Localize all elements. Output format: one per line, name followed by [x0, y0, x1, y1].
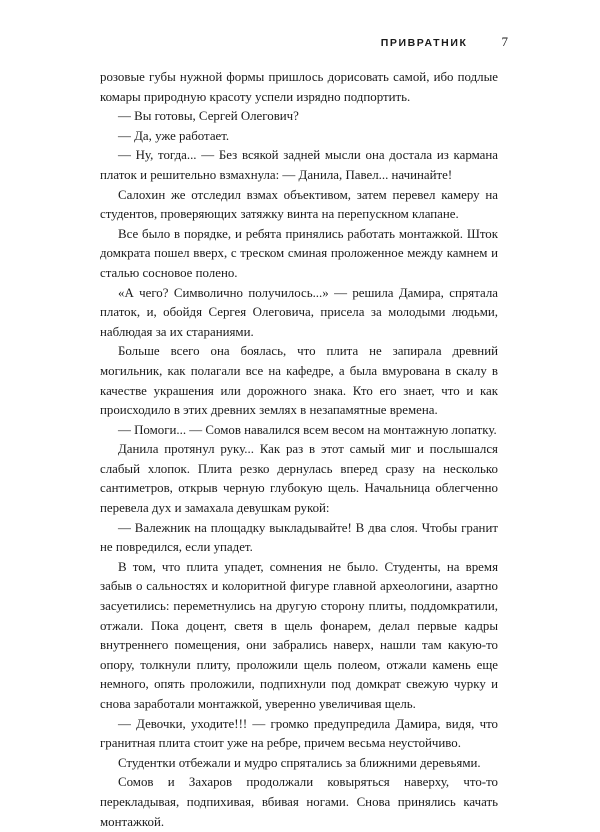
paragraph: Сомов и Захаров продолжали ковыряться наверху, что-то перекладывая, подпихивая, вбивая ногами. Снова принялись качать монтажкой.: [100, 775, 498, 829]
paragraph: Все было в порядке, и ребята принялись работать монтажкой. Шток домкрата пошел вверх, с треском сминая проложенное между камнем и сталью сосновое полено.: [100, 226, 498, 280]
paragraph: Данила протянул руку... Как раз в этот самый миг и послышался слабый хлопок. Плита резко дернулась вперед сразу на несколько сантиметров, открыв черную глубокую щель. Начальница облегченно перевела дух и замахала девушкам рукой:: [100, 442, 498, 516]
paragraph: «А чего? Символично получилось...» — решила Дамира, спрятала платок, и, обойдя Сергея Олеговича, присела за молодыми людьми, наблюдая за их стараниями.: [100, 285, 498, 339]
paragraph: Больше всего она боялась, что плита не запирала древний могильник, как полагали все на кафедре, а была вмурована в скалу в качестве украшения или дорожного знака. Кто его знает, что и как происходило в этих древних землях в незапамятные времена.: [100, 344, 498, 418]
paragraph: Салохин же отследил взмах объективом, затем перевел камеру на студентов, проверяющих затяжку винта на перепускном клапане.: [100, 187, 498, 222]
paragraph: Студентки отбежали и мудро спрятались за ближними деревьями.: [118, 755, 481, 770]
paragraph: — Валежник на площадку выкладывайте! В два слоя. Чтобы гранит не повредился, если упадет.: [100, 520, 498, 555]
paragraph: — Ну, тогда... — Без всякой задней мысли она достала из кармана платок и решительно взмахнула: — Данила, Павел... начинайте!: [100, 148, 498, 182]
paragraph: — Помоги... — Сомов навалился всем весом на монтажную лопатку.: [118, 422, 497, 437]
body-text: [100, 68, 498, 832]
paragraph: — Да, уже работает.: [118, 128, 230, 143]
paragraph: розовые губы нужной формы пришлось дорисовать самой, ибо подлые комары природную красоту успели изрядно подпортить.: [100, 70, 498, 104]
running-title: ПРИВРАТНИК: [380, 37, 468, 49]
page-number: 7: [501, 34, 508, 49]
paragraph: — Девочки, уходите!!! — громко предупредила Дамира, видя, что гранитная плита стоит уже на ребре, причем весьма неустойчиво.: [100, 716, 498, 751]
running-head: [381, 34, 508, 50]
paragraph: В том, что плита упадет, сомнения не было. Студенты, на время забыв о сальностях и колоритной фигуре главной археологини, азартно засуетились: переметнулись на другую сторону плиты, поддомкратили, отжали. Пока доцент, светя в щель фонарем, делал первые кадры внутреннего помещения, они забрались наверх, нашли там какую-то опору, толкнули плиту, проложили щель полеом, отжали камень еще немного, опять проложили, подпихнули под домкрат свежую чурку и снова заработали монтажкой, уверенно увеличивая щель.: [100, 559, 498, 711]
paragraph: — Вы готовы, Сергей Олегович?: [118, 109, 299, 124]
